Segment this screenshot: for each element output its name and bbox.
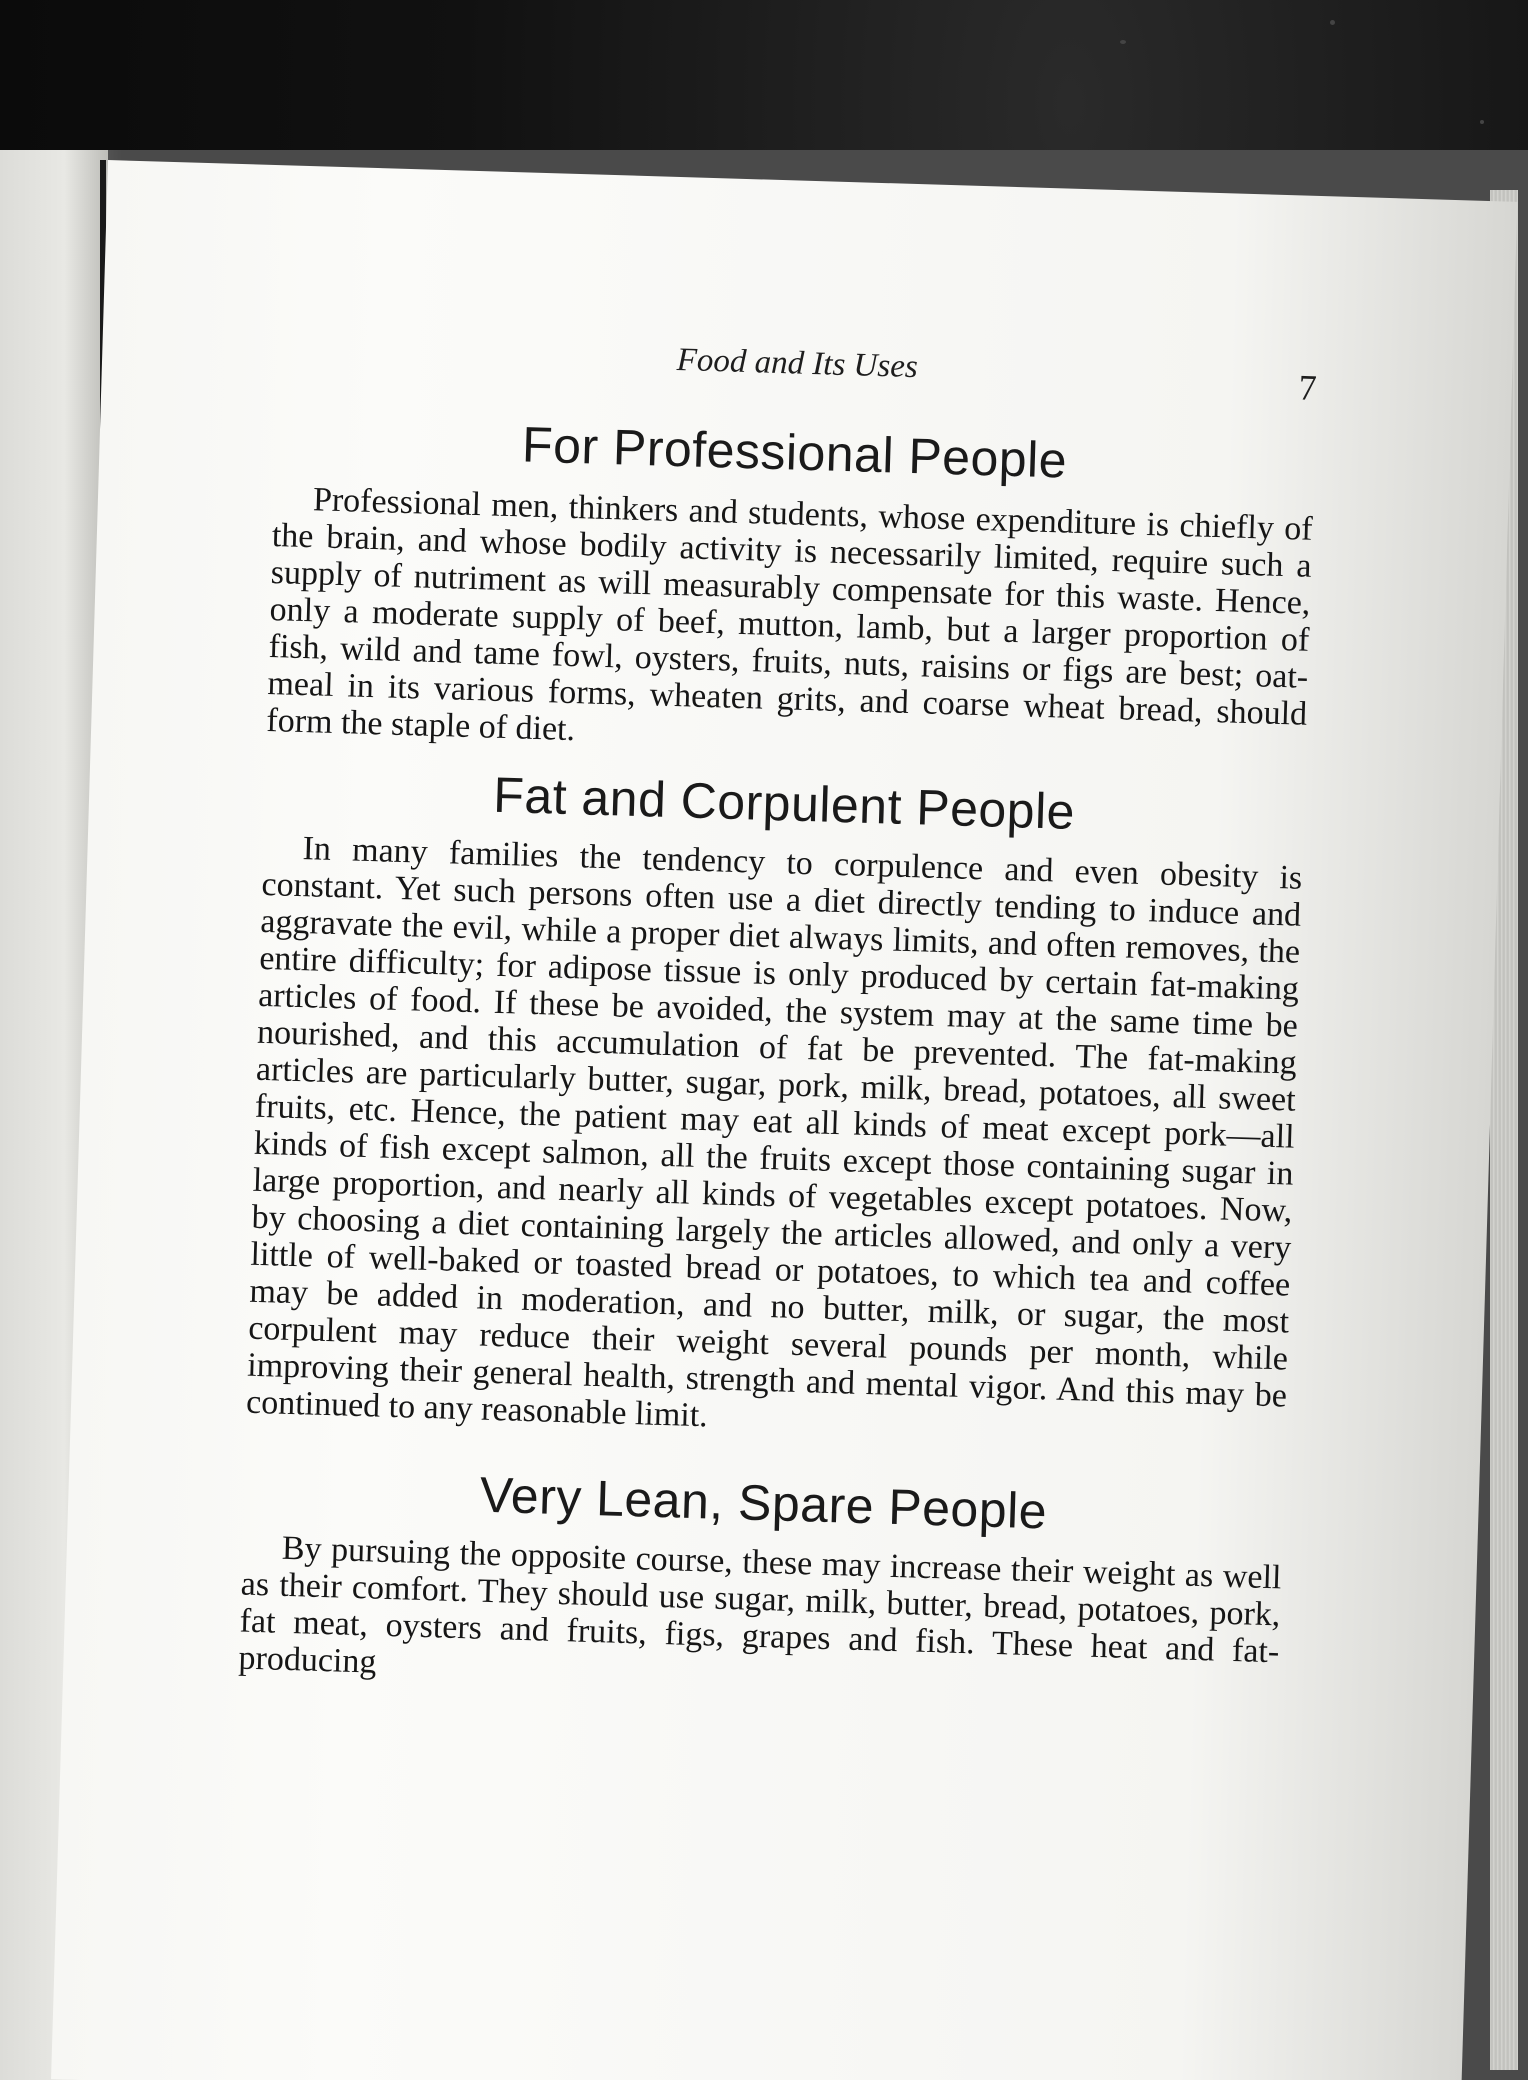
dust-speck: [1480, 120, 1484, 124]
dust-speck: [1120, 40, 1126, 44]
book-page: [51, 160, 1517, 2080]
section-heading-corpulent: Fat and Corpulent People: [492, 766, 1076, 840]
dust-speck: [1330, 20, 1335, 25]
section-body-lean: By pursuing the opposite course, these may increase their weight as well as their comfort. They should use sugar, milk, butter, bread, potatoes, pork, fat meat, oysters and fruits, figs, grapes and fish. These heat and fat-producing: [238, 1529, 1283, 1681]
page-number: 7: [1298, 367, 1318, 408]
section-body-professional: Professional men, thinkers and students, whose expenditure is chiefly of the brain, and whose bodily activity is necessarily limited, require such a supply of nutriment as will measurably compensate for this waste. Hence, only a moderate supply of beef, mutton, lamb, but a larger proportion of fish, wild and tame fowl, oysters, fruits, nuts, raisins or figs are best; oat-meal in its various forms, wheaten grits, and coarse wheat bread, should form the staple of diet.: [265, 481, 1314, 749]
page-content: [238, 330, 1318, 1707]
running-title: Food and Its Uses: [676, 341, 919, 386]
section-heading-lean: Very Lean, Spare People: [479, 1466, 1048, 1540]
section-heading-professional: For Professional People: [521, 416, 1068, 489]
running-head: [276, 330, 1317, 421]
section-body-corpulent: In many families the tendency to corpulence and even obesity is constant. Yet such persons often use a diet directly tending to induce and aggravate the evil, while a proper diet always limits, and often removes, the entire difficulty; for adipose tissue is only produced by certain fat-making articles of food. If these be avoided, the system may at the same time be nourished, and this accumulation of fat be prevented. The fat-making articles are particularly butter, sugar, pork, milk, bread, potatoes, all sweet fruits, etc. Hence, the patient may eat all kinds of meat except pork—all kinds of fish except salmon, all the fruits except those containing sugar in large proportion, and nearly all kinds of vegetables except potatoes. Now, by choosing a diet containing largely the articles allowed, and only a very little of well-baked or toasted bread or potatoes, to which tea and coffee may be added in moderation, and no butter, milk, or sugar, the most corpulent may reduce their weight several pounds per month, while improving their general health, strength and mental vigor. And this may be continued to any reasonable limit.: [245, 830, 1303, 1435]
